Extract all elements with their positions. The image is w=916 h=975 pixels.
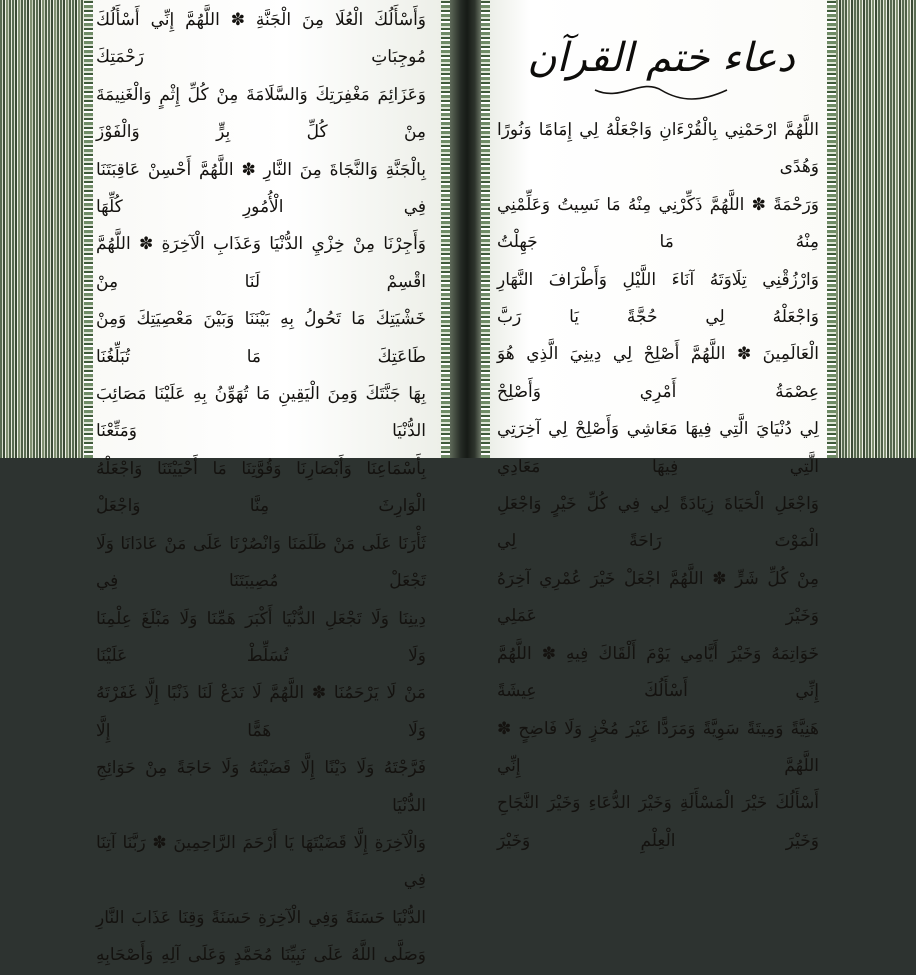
text-line: الْعَالَمِينَ ✽ اللَّهُمَّ أَصْلِحْ لِي دِينِيَ الَّذِي هُوَ عِصْمَةُ أَمْرِي وَأَصْلِحْ — [497, 344, 819, 402]
text-line: بِأَسْمَاعِنَا وَأَبْصَارِنَا وَقُوَّتِنَا مَا أَحْيَيْتَنَا وَاجْعَلْهُ الْوَارِثَ مِنَّا وَاجْعَلْ — [96, 458, 426, 517]
left-page — [84, 0, 450, 966]
text-line: وَأَسْأَلُكَ الْعُلَا مِنَ الْجَنَّةِ ✽ اللَّهُمَّ إِنِّي أَسْأَلُكَ مُوجِبَاتِ رَحْمَتِكَ — [96, 10, 426, 68]
text-line: لِي دُنْيَايَ الَّتِي فِيهَا مَعَاشِي وَأَصْلِحْ لِي آخِرَتِي الَّتِي فِيهَا مَعَادِي — [497, 419, 819, 477]
right-page-border-outer — [827, 0, 836, 458]
text-line: وَأَجِرْنَا مِنْ خِزْيِ الدُّنْيَا وَعَذَابِ الْآخِرَةِ ✽ اللَّهُمَّ اقْسِمْ لَنَا مِنْ — [96, 234, 426, 292]
text-line: هَنِيَّةً وَمِيتَةً سَوِيَّةً وَمَرَدًّا غَيْرَ مُخْزٍ وَلَا فَاضِحٍ ✽ اللَّهُمَّ إِنِّي — [497, 718, 819, 776]
text-line: فَرَّجْتَهُ وَلَا دَيْنًا إِلَّا قَضَيْتَهُ وَلَا حَاجَةً مِنْ حَوَائِجِ الدُّنْيَا — [96, 758, 426, 816]
book-gutter — [450, 0, 481, 458]
text-line: وَالْآخِرَةِ إِلَّا قَضَيْتَهَا يَا أَرْحَمَ الرَّاحِمِينَ ✽ رَبَّنَا آتِنَا فِي — [96, 832, 426, 891]
title-block — [521, 28, 801, 94]
text-line: مِنْ كُلِّ شَرٍّ ✽ اللَّهُمَّ اجْعَلْ خَيْرَ عُمْرِي آخِرَهُ وَخَيْرَ عَمَلِي — [497, 568, 819, 627]
text-line: بِهَا جَنَّتَكَ وَمِنَ الْيَقِينِ مَا تُهَوِّنُ بِهِ عَلَيْنَا مَصَائِبَ الدُّنْيَا وَمَتِّعْنَا — [96, 384, 426, 442]
right-page — [481, 0, 836, 851]
text-line: وَرَحْمَةً ✽ اللَّهُمَّ ذَكِّرْنِي مِنْهُ مَا نَسِيتُ وَعَلِّمْنِي مِنْهُ مَا جَهِلْتُ — [497, 194, 819, 253]
outer-frame-right — [836, 0, 916, 458]
text-line: الدُّنْيَا حَسَنَةً وَفِي الْآخِرَةِ حَسَنَةً وَقِنَا عَذَابَ النَّارِ — [96, 907, 426, 928]
page-title: دعاء ختم القرآن — [527, 35, 795, 81]
text-line: خَشْيَتِكَ مَا تَحُولُ بِهِ بَيْنَنَا وَبَيْنَ مَعْصِيَتِكَ وَمِنْ طَاعَتِكَ مَا تُبَلِّغُنَا — [96, 309, 426, 367]
text-line: وَاجْعَلِ الْحَيَاةَ زِيَادَةً لِي فِي كُلِّ خَيْرٍ وَاجْعَلِ الْمَوْتَ رَاحَةً لِي — [497, 494, 819, 552]
text-line: ثَأْرَنَا عَلَى مَنْ ظَلَمَنَا وَانْصُرْنَا عَلَى مَنْ عَادَانَا وَلَا تَجْعَلْ مُصِيبَتَنَا فِي — [96, 533, 426, 592]
text-line: وَعَزَائِمَ مَغْفِرَتِكَ وَالسَّلَامَةَ مِنْ كُلِّ إِثْمٍ وَالْغَنِيمَةَ مِنْ كُلِّ بِرٍّ وَالْفَوْزَ — [96, 84, 426, 143]
left-page-text — [96, 2, 426, 975]
text-line: دِينِنَا وَلَا تَجْعَلِ الدُّنْيَا أَكْبَرَ هَمِّنَا وَلَا مَبْلَغَ عِلْمِنَا وَلَا تُسَلِّطْ عَلَيْنَا — [96, 608, 426, 666]
text-line: وَصَلَّى اللَّهُ عَلَى نَبِيِّنَا مُحَمَّدٍ وَعَلَى آلِهِ وَأَصْحَابِهِ — [96, 945, 426, 966]
text-line: وَارْزُقْنِي تِلَاوَتَهُ آنَاءَ اللَّيْلِ وَأَطْرَافَ النَّهَارِ وَاجْعَلْهُ لِي حُجَّةً يَا رَبَّ — [497, 269, 819, 328]
text-line: أَسْأَلُكَ خَيْرَ الْمَسْأَلَةِ وَخَيْرَ الدُّعَاءِ وَخَيْرَ النَّجَاحِ وَخَيْرَ الْعِلْمِ وَخَيْرَ — [497, 793, 819, 851]
left-page-border-outer — [84, 0, 93, 458]
text-line: خَوَاتِمَهُ وَخَيْرَ أَيَّامِي يَوْمَ أَلْقَاكَ فِيهِ ✽ اللَّهُمَّ إِنِّي أَسْأَلُكَ عِيشَةً — [497, 643, 819, 702]
right-page-border-inner — [481, 0, 490, 458]
text-line: مَنْ لَا يَرْحَمُنَا ✽ اللَّهُمَّ لَا تَدَعْ لَنَا ذَنْبًا إِلَّا غَفَرْتَهُ وَلَا هَمًّا إِلَّا — [96, 683, 426, 741]
text-line: اللَّهُمَّ ارْحَمْنِي بِالْقُرْءَانِ وَاجْعَلْهُ لِي إِمَامًا وَنُورًا وَهُدًى — [497, 120, 819, 178]
outer-frame-left — [0, 0, 92, 458]
left-page-border-inner — [441, 0, 450, 458]
title-flourish-icon — [591, 80, 731, 100]
text-line: بِالْجَنَّةِ وَالنَّجَاةَ مِنَ النَّارِ ✽ اللَّهُمَّ أَحْسِنْ عَاقِبَتَنَا فِي الْأُمُورِ كُلِّهَا — [96, 159, 426, 218]
right-page-text — [497, 112, 819, 860]
